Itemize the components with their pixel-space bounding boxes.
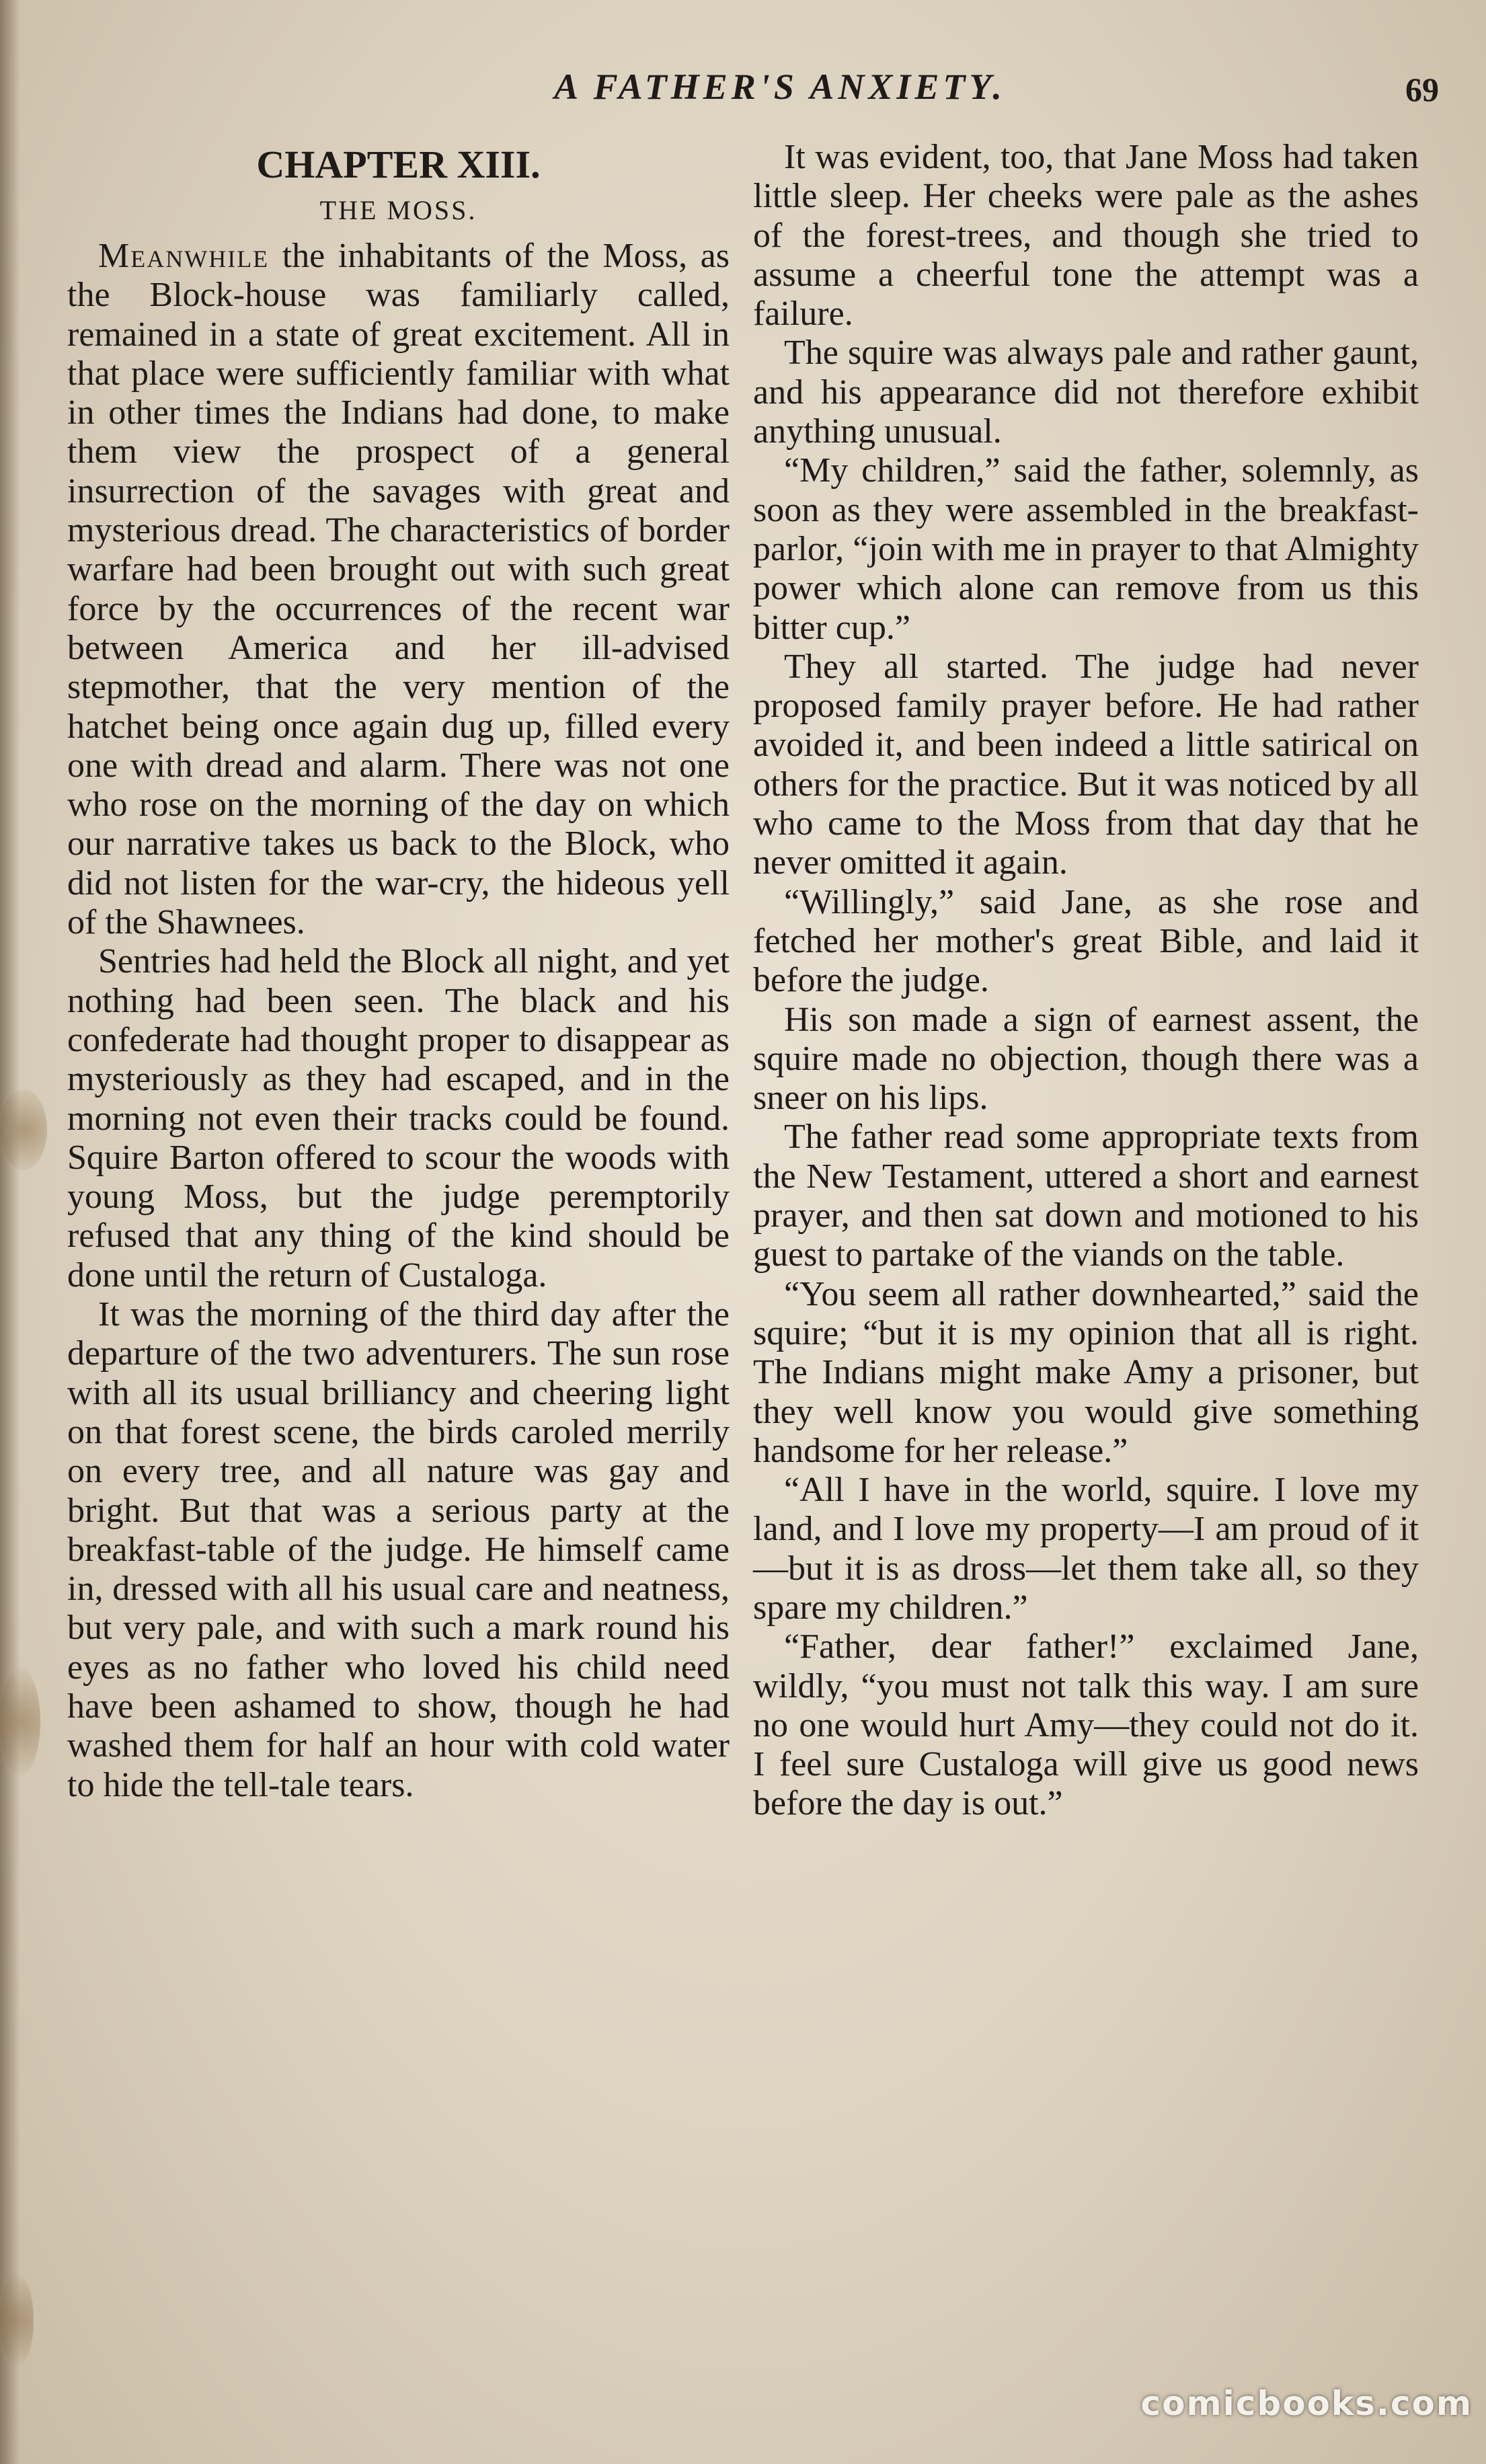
right-column	[753, 138, 1419, 2377]
site-watermark: comicbooks.com	[1140, 2384, 1473, 2423]
paper-stain	[0, 2273, 34, 2367]
paper-stain	[0, 1089, 47, 1170]
paragraph: It was the morning of the third day after the departure of the two adventurers. The sun rose with all its usual brilliancy and cheering light on that forest scene, the birds caroled merrily on every tree, and all nature was gay and bright. But that was a serious party at the breakfast-table of the judge. He himself came in, dressed with all his usual care and neatness, but very pale, and with such a mark round his eyes as no father who loved his child need have been ashamed to show, though he had washed them for half an hour with cold water to hide the tell-tale tears.	[67, 1295, 730, 1804]
lead-word: Meanwhile	[98, 237, 270, 275]
paragraph-text: the inhabitants of the Moss, as the Block-house was familiarly called, remained in a state of great excitement. All in that place were sufficiently familiar with what in other times the Indians had done, to make them view the prospect of a general insurrection of the savages with great and mysterious dread. The characteristics of border warfare had been brought out with such great force by the occurrences of the recent war between America and her ill-advised stepmother, that the very mention of the hatchet being once again dug up, filled every one with dread and alarm. There was not one who rose on the morning of the day on which our narrative takes us back to the Block, who did not listen for the war-cry, the hideous yell of the Shawnees.	[67, 237, 730, 942]
paragraph: They all started. The judge had never proposed family prayer before. He had rather avoided it, and been indeed a little satirical on others for the practice. But it was noticed by all who came to the Moss from that day that he never omitted it again.	[753, 647, 1419, 882]
running-title: A FATHER'S ANXIETY.	[554, 67, 1006, 107]
paragraph: “Willingly,” said Jane, as she rose and fetched her mother's great Bible, and laid it before the judge.	[753, 882, 1419, 1000]
paragraph	[67, 237, 730, 942]
chapter-subtitle: THE MOSS.	[319, 195, 477, 225]
left-column	[67, 141, 730, 2381]
chapter-heading: CHAPTER XIII.	[256, 143, 541, 186]
paragraph: The father read some appropriate texts from the New Testament, uttered a short and earnest prayer, and then sat down and motioned to his guest to partake of the viands on the table.	[753, 1118, 1419, 1274]
paragraph: His son made a sign of earnest assent, the squire made no objection, though there was a sneer on his lips.	[753, 1000, 1419, 1118]
page-edge-shadow	[0, 0, 20, 2464]
paragraph: Sentries had held the Block all night, and yet nothing had been seen. The black and his confederate had thought proper to disappear as mysteriously as they had escaped, and in the morning not even their tracks could be found. Squire Barton offered to scour the woods with young Moss, but the judge peremptorily refused that any thing of the kind should be done until the return of Custaloga.	[67, 942, 730, 1295]
paragraph: “You seem all rather downhearted,” said the squire; “but it is my opinion that all is right. The Indians might make Amy a prisoner, but they well know you would give something handsome for her release.”	[753, 1274, 1419, 1470]
paragraph: It was evident, too, that Jane Moss had taken little sleep. Her cheeks were pale as the ashes of the forest-trees, and though she tried to assume a cheerful tone the attempt was a failure.	[753, 138, 1419, 334]
paragraph: The squire was always pale and rather gaunt, and his appearance did not therefore exhibit anything unusual.	[753, 334, 1419, 451]
paragraph: “My children,” said the father, solemnly, as soon as they were assembled in the breakfast-parlor, “join with me in prayer to that Almighty power which alone can remove from us this bitter cup.”	[753, 451, 1419, 647]
paragraph: “Father, dear father!” exclaimed Jane, wildly, “you must not talk this way. I am sure no one would hurt Amy—they could not do it. I feel sure Custaloga will give us good news before the day is out.”	[753, 1627, 1419, 1823]
paper-stain	[0, 1668, 40, 1775]
page-number: 69	[1405, 71, 1439, 108]
paragraph: “All I have in the world, squire. I love my land, and I love my property—I am proud of it—but it is as dross—let them take all, so they spare my children.”	[753, 1471, 1419, 1627]
